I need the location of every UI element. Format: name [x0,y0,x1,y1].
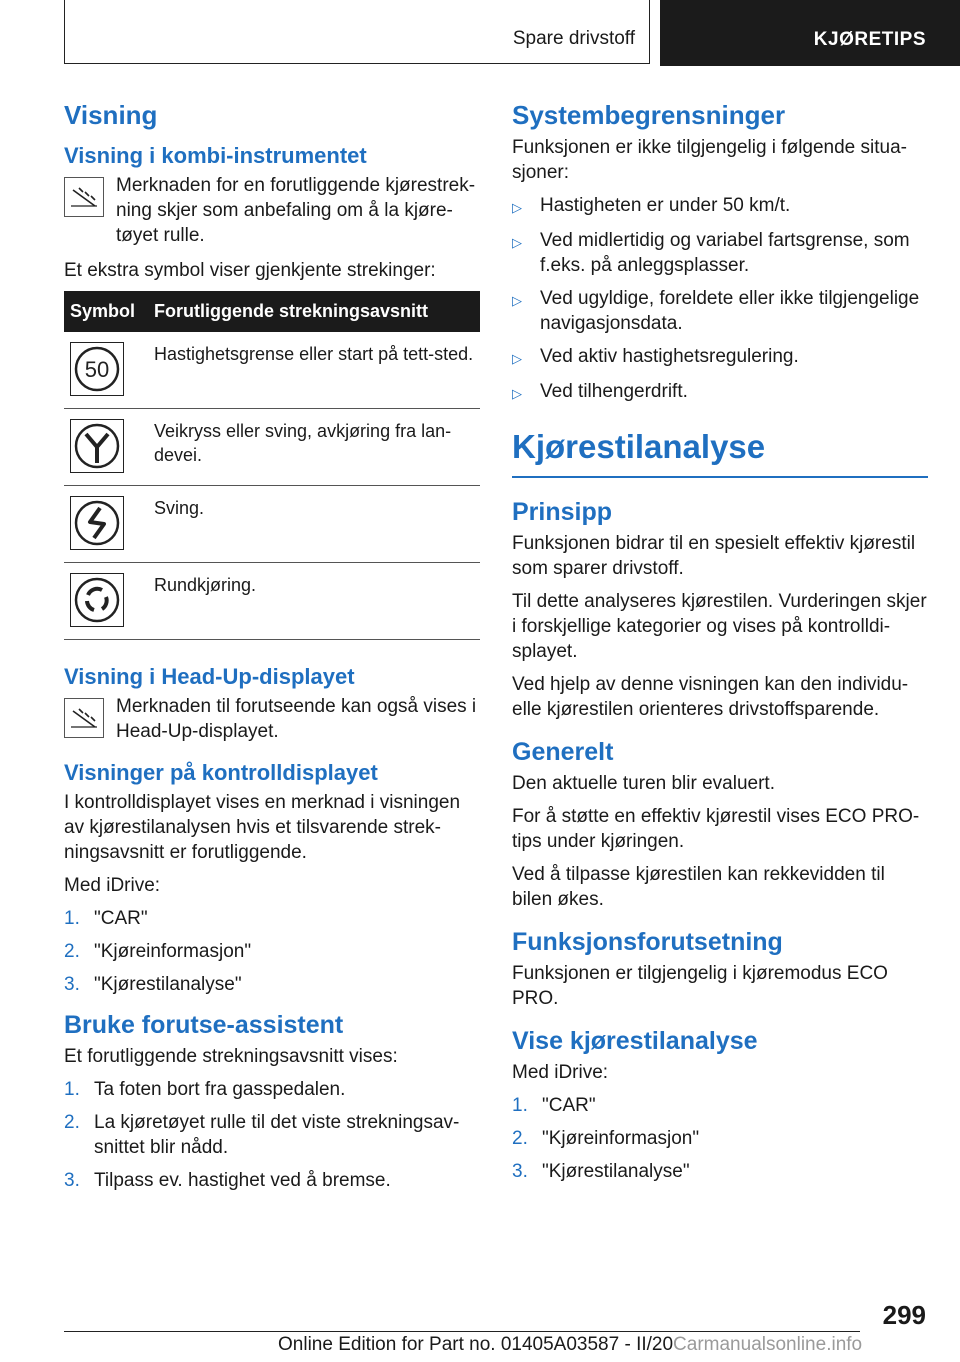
list-item: ▷ Ved ugyldige, foreldete eller ikke tilgjengelige navigasjonsdata. [512,288,920,334]
speed-limit-50-icon [70,342,124,396]
junction-icon [70,419,124,473]
note-hud-text: Merknaden til forutseende kan også vises i Head-Up-displayet. [116,696,477,742]
header-section-box [64,0,650,64]
heading-requirement: Funksjonsforutsetning [512,928,783,956]
list-item: ▷ Ved midlertidig og variabel fartsgrense, som f.eks. på anleggsplasser. [512,230,910,276]
left-column [64,100,480,1201]
table-row [64,409,480,486]
show-idrive-label: Med iDrive: [512,1062,609,1083]
requirement-text: Funksjonen er tilgjengelig i kjøremodus ECO PRO. [512,963,888,1009]
list-item: 1. "CAR" [64,908,148,929]
general-p2: For å støtte en effektiv kjørestil vises ECO PRO-tips under kjøringen. [512,806,920,852]
footer-edition-line [278,1334,862,1356]
page-number: 299 [882,1300,926,1330]
table-header-symbol: Symbol [64,291,148,332]
svg-text:50: 50 [84,357,110,382]
list-item: 3. "Kjørestilanalyse" [64,974,242,995]
list-item: 2. "Kjøreinformasjon" [512,1128,700,1149]
heading-assist: Bruke forutse-assistent [64,1011,344,1039]
table-cell-text: Sving. [148,486,480,563]
limits-text: Funksjonen er ikke tilgjengelig i følgende situa-sjoner: [512,137,907,183]
section-title-analysis: Kjørestilanalyse [512,428,928,478]
general-p1: Den aktuelle turen blir evaluert. [512,773,775,794]
list-item: ▷ Ved tilhengerdrift. [512,379,928,406]
table-header-row [64,291,480,332]
ctrl-steps [64,906,480,997]
assist-steps [64,1077,480,1193]
heading-kombi: Visning i kombi-instrumentet [64,143,367,168]
principle-p1: Funksjonen bidrar til en spesielt effektiv kjørestil som sparer drivstoff. [512,533,916,579]
table-row [64,332,480,409]
list-item: ▷ Hastigheten er under 50 km/t. [512,193,928,220]
table-row [64,486,480,563]
heading-principle: Prinsipp [512,498,613,526]
note-hud [64,694,480,744]
road-note-icon [64,698,104,738]
footer-edition: Online Edition for Part no. 01405A03587 - II/20 [278,1334,674,1355]
heading-kontrolldisplay: Visninger på kontrolldisplayet [64,760,378,785]
section-title-visning: Visning [64,100,158,130]
road-note-icon [64,177,104,217]
note-kombi [64,173,480,248]
kontrolldisplay-text: I kontrolldisplayet vises en merknad i visningen av kjørestilanalysen hvis et tilsvarende strek-ningsavsnitt er forutliggende. [64,792,461,863]
list-item: 1. Ta foten bort fra gasspedalen. [64,1079,346,1100]
list-item: 1. "CAR" [512,1095,596,1116]
triangle-bullet-icon: ▷ [512,293,522,308]
list-item: 3. Tilpass ev. hastighet ved å bremse. [64,1170,391,1191]
list-item: ▷ Ved aktiv hastighetsregulering. [512,344,928,371]
triangle-bullet-icon: ▷ [512,386,522,401]
limits-list [512,193,928,406]
idrive-label: Med iDrive: [64,875,161,896]
heading-show-analysis: Vise kjørestilanalyse [512,1027,758,1055]
heading-limits: Systembegrensninger [512,100,786,130]
roundabout-icon [70,573,124,627]
curve-icon [70,496,124,550]
table-cell-text: Hastighetsgrense eller start på tett-sted. [148,332,480,409]
header-chapter-title: KJØRETIPS [813,29,926,50]
table-header-section: Forutliggende strekningsavsnitt [148,291,480,332]
right-column [512,100,928,1192]
general-p3: Ved å tilpasse kjørestilen kan rekkevidden til bilen økes. [512,864,885,910]
header-section-title: Spare drivstoff [512,28,635,49]
list-item: 2. La kjøretøyet rulle til det viste strekningsav-snittet blir nådd. [64,1112,460,1158]
triangle-bullet-icon: ▷ [512,235,522,250]
table-cell-text: Veikryss eller sving, avkjøring fra lan-devei. [148,409,480,486]
heading-hud: Visning i Head-Up-displayet [64,664,355,689]
table-cell-text: Rundkjøring. [148,563,480,640]
heading-general: Generelt [512,738,614,766]
principle-p3: Ved hjelp av denne visningen kan den individu-elle kjørestilen orienteres drivstoffsparende. [512,674,909,720]
triangle-bullet-icon: ▷ [512,200,522,215]
table-row [64,563,480,640]
list-item: 2. "Kjøreinformasjon" [64,941,252,962]
kombi-intro: Et ekstra symbol viser gjenkjente strekinger: [64,260,436,281]
footer-divider [64,1331,860,1332]
note-kombi-text: Merknaden for en forutliggende kjørestrek-ning skjer som anbefaling om å la kjøre-tøyet rulle. [116,175,476,246]
triangle-bullet-icon: ▷ [512,351,522,366]
footer-watermark: Carmanualsonline.info [673,1334,863,1355]
symbol-table [64,291,480,640]
header-chapter-box [660,0,960,66]
list-item: 3. "Kjørestilanalyse" [512,1161,690,1182]
principle-p2: Til dette analyseres kjørestilen. Vurderingen skjer i forskjellige kategorier og vises på kontrolldi-splayet. [512,591,927,662]
assist-text: Et forutliggende strekningsavsnitt vises: [64,1046,398,1067]
show-steps [512,1093,928,1184]
